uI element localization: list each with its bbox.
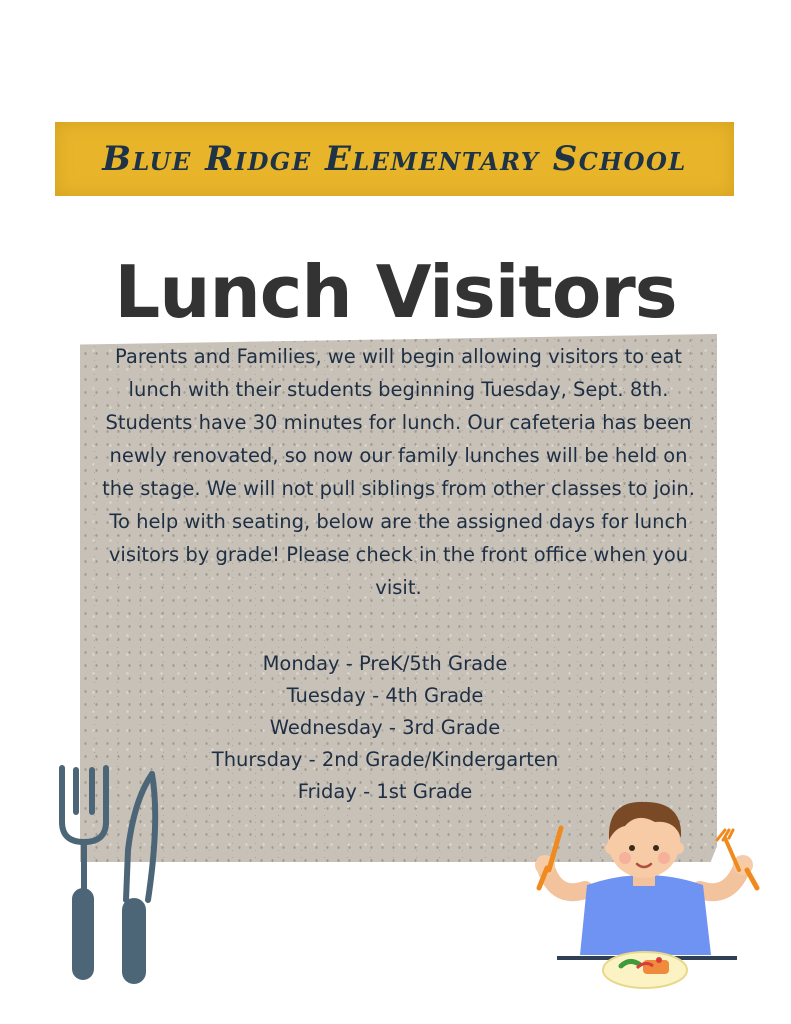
- schedule-item-monday: Monday - PreK/5th Grade: [262, 652, 508, 675]
- visit-schedule: [100, 648, 670, 808]
- schedule-item-wednesday: Wednesday - 3rd Grade: [269, 716, 501, 739]
- fork-icon: [62, 768, 106, 890]
- knife-icon: [122, 774, 155, 984]
- schedule-item-tuesday: Tuesday - 4th Grade: [286, 684, 484, 707]
- page-title: Lunch Visitors: [114, 250, 677, 334]
- announcement-paragraph: Parents and Families, we will begin allowing visitors to eat lunch with their students beginning Tuesday, Sept. 8th. Students have 30 minutes for lunch. Our cafeteria has been newly renovated, so now our family lunches will be held on the stage. We will not pull siblings from other classes to join. To help with seating, below are the assigned days for lunch visitors by grade! Please check in the front office when you visit.: [102, 345, 695, 599]
- school-name: Blue Ridge Elementary School: [102, 139, 687, 179]
- schedule-item-friday: Friday - 1st Grade: [297, 780, 473, 803]
- schedule-item-thursday: Thursday - 2nd Grade/Kindergarten: [211, 748, 559, 771]
- child-eating-illustration: [525, 790, 765, 995]
- school-banner: [55, 122, 734, 196]
- fork-handle: [72, 888, 94, 980]
- utensils-icon: [48, 760, 168, 990]
